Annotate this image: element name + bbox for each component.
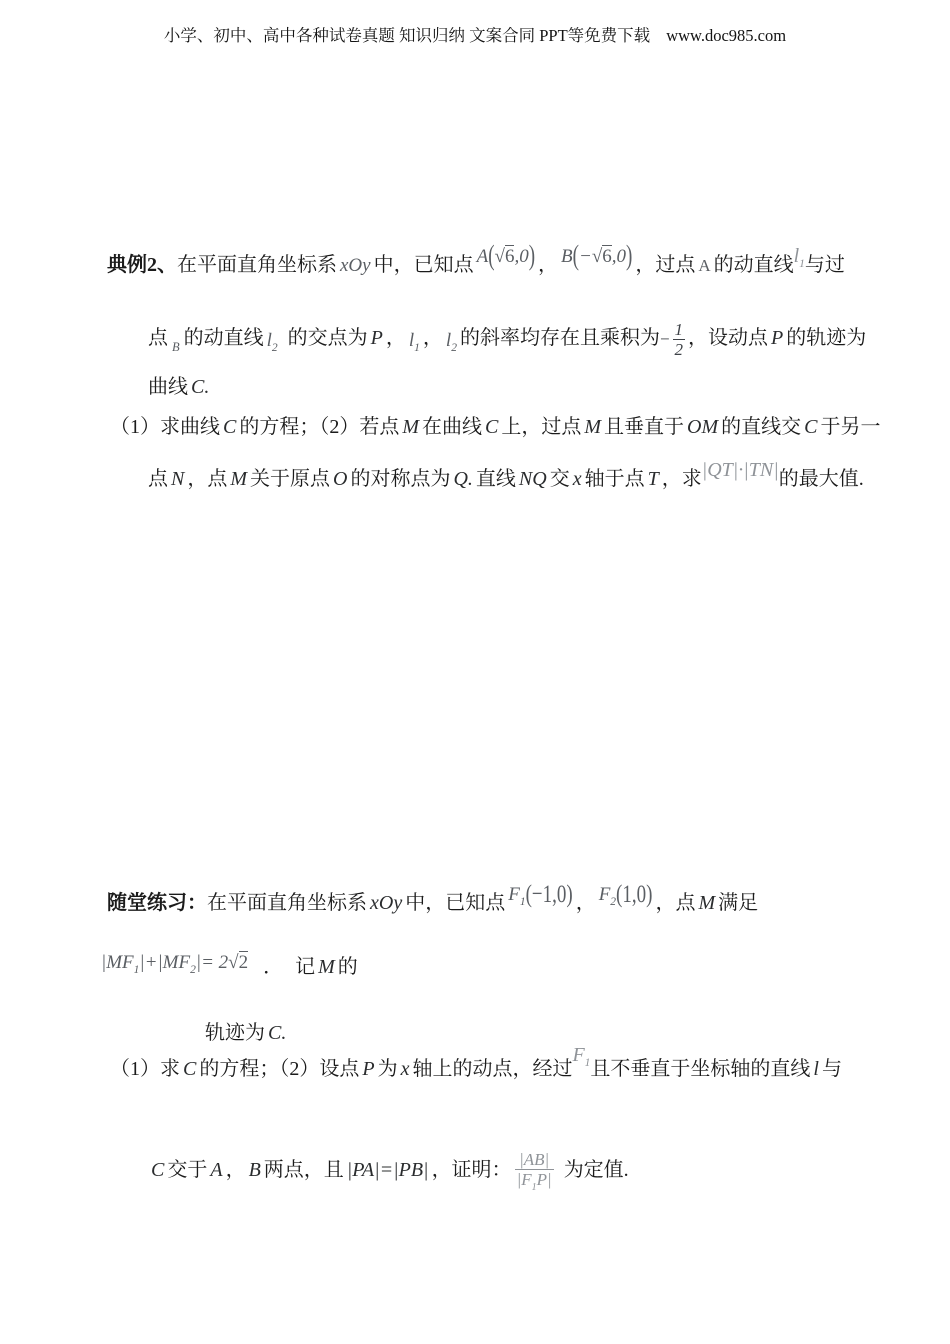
cn-text: ， [575,892,596,914]
cn-text: 两点，且 [263,1159,344,1182]
subscript: 2 [271,342,278,355]
math-part: (1,0) [616,880,653,909]
math-part: l [266,330,272,352]
exercise-line-2 [98,952,358,990]
radical-sign: √ [228,952,239,973]
cn-text: ，点 [655,892,696,914]
math-F2-point [599,880,653,917]
cn-text: 的动直线 [713,254,794,276]
fraction-denominator: 2 [674,340,684,360]
cn-text: 曲线 [148,376,188,398]
cn-text: 的交点为 [287,327,368,350]
header-site-url: www.doc985.com [666,26,787,45]
cn-text: ，求 [661,468,702,490]
cn-text: 在平面直角坐标系 [207,892,367,914]
cn-text: 的直线交 [721,416,802,438]
radical-arg: 6 [504,246,515,267]
math-OM: OM [687,416,719,438]
cn-text: 满足 [718,892,759,914]
subscript: 2 [451,342,457,355]
math-part: A [476,246,489,267]
cn-text: 为 [377,1058,398,1080]
cn-text: （1）求曲线 [110,416,220,438]
paren-close: ) [528,240,536,272]
math-C: C [485,416,499,438]
cn-text: 与过 [804,254,845,276]
radical-sign: √ [591,246,603,267]
example2-line-1 [107,240,845,288]
cn-text: 中，已知点 [405,892,506,914]
cn-text: 且不垂直于坐标轴的直线 [590,1058,811,1080]
cn-text: 的斜率均存在且乘积为 [459,327,660,350]
cn-text: ，设动点 [688,327,769,350]
math-F1 [572,1040,590,1078]
math-part: ,0 [611,246,626,267]
cn-text: 与 [821,1058,842,1080]
exercise-line-5 [148,1150,629,1193]
cn-text: 轴于点 [584,468,645,490]
exercise-line-1 [107,880,759,926]
math-C: C [804,416,818,438]
cn-text: 为定值. [563,1159,629,1182]
math-P: P [362,1058,375,1080]
cn-text: 关于原点 [250,468,331,490]
math-l1 [794,241,805,279]
radical-arg: 2 [238,952,249,973]
example2-line-3 [148,372,212,402]
math-N: N [171,468,185,490]
fraction-numerator: |AB| [515,1150,554,1170]
subscript: 1 [519,896,526,908]
exercise-line-3 [205,1018,289,1048]
math-l1 [409,326,420,363]
math-P: P [771,327,784,350]
math-A: A [698,256,711,275]
math-PA-PB-equation: |PA|=|PB| [346,1159,429,1182]
math-l: l [813,1058,819,1080]
math-part: B [561,246,573,267]
cn-text: 轨迹为 [205,1022,265,1044]
subscript: 1 [133,964,140,976]
math-point-A [477,242,535,272]
math-fraction-neg-half [659,320,688,360]
math-M: M [584,416,602,438]
math-B-subscript: B [172,340,180,355]
cn-text: 的对称点为 [350,468,451,490]
minus-sign: − [659,329,670,349]
math-part: |MF [101,952,134,973]
example2-line-5 [148,459,864,494]
cn-text: 上，过点 [501,416,582,438]
math-P: P [370,327,383,350]
math-B: B [248,1159,261,1182]
math-l2 [446,326,457,363]
math-O: O [333,468,348,490]
cn-text: 的方程；（2）若点 [239,416,400,438]
subscript: 1 [584,1057,591,1069]
math-part: F [508,884,520,905]
cn-text: ， [385,327,406,350]
exercise-label: 随堂练习： [107,892,207,914]
paren-open: ( [488,240,495,272]
math-C: C [183,1058,197,1080]
math-part: l [793,245,800,267]
math-part: ,0 [514,246,529,267]
math-M: M [698,892,716,914]
subscript: 2 [190,964,196,976]
page-header [0,22,950,46]
minus-sign: − [578,246,592,267]
cn-text: 于另一 [820,416,881,438]
fraction-denominator [515,1170,554,1193]
math-xOy: xOy [340,255,371,276]
math-part: |F [516,1170,532,1190]
math-M: M [230,468,248,490]
math-part: |+|MF [139,952,191,973]
cn-text: 在平面直角坐标系 [177,254,337,276]
subscript: 1 [799,258,805,270]
subscript: 1 [414,342,420,355]
cn-text: 且垂直于 [604,416,685,438]
math-x: x [400,1058,410,1080]
math-F1-point [508,880,572,917]
example2-line-4 [110,412,880,442]
cn-text: 轴上的动点，经过 [412,1058,573,1080]
radical-arg: 6 [602,246,612,267]
paren-close: ) [626,240,633,272]
math-M: M [402,416,420,438]
math-M: M [318,956,335,978]
cn-text: 交 [549,468,570,490]
math-QT-TN-product: |QT|·|TN| [701,459,779,481]
cn-text: ，过点 [635,254,696,276]
cn-text: ，点 [187,468,228,490]
header-slogan: 小学、初中、高中各种试卷真题 知识归纳 文案合同 PPT等免费下载 [163,26,651,45]
cn-text: 的最大值. [778,468,864,490]
math-part: l [408,330,415,352]
exercise-line-4 [110,1044,842,1092]
math-part: |= 2 [195,952,229,973]
cn-text: ， [422,327,443,350]
math-A: A [210,1159,223,1182]
cn-text: 的方程；（2）设点 [199,1058,360,1080]
math-point-B [561,242,632,272]
math-part: F [572,1044,585,1066]
cn-text: ． [263,956,284,978]
subscript: 1 [531,1182,537,1194]
cn-text: 点 [148,468,168,490]
cn-text: 中，已知点 [373,254,474,276]
math-part: P| [536,1170,552,1190]
cn-text: （1）求 [110,1058,180,1080]
math-xOy: xOy [370,892,403,914]
cn-text: ， [538,254,559,276]
math-T: T [647,468,659,490]
cn-text: 交于 [167,1159,208,1182]
math-l2 [267,326,278,363]
fraction-numerator: 1 [674,320,684,339]
cn-text: ，证明： [431,1159,512,1182]
math-fraction-AB-F1P [515,1150,554,1193]
math-MF1-MF2-equation [101,948,248,985]
example2-line-2 [148,320,866,362]
math-part: F [598,884,611,905]
math-Q: Q. [453,468,473,490]
subscript: 2 [610,896,617,908]
cn-text: ， [225,1159,246,1182]
math-NQ: NQ [518,468,547,490]
math-C: C. [191,376,210,398]
math-x: x [572,468,582,490]
cn-text: 直线 [475,468,516,490]
cn-text: 点 [148,327,168,350]
math-part: (−1,0) [525,880,573,909]
fraction [673,320,686,359]
cn-text: 的动直线 [183,327,264,350]
math-part: l [445,330,452,352]
math-C: C [151,1159,165,1182]
paren-open: ( [572,240,579,272]
math-C: C. [268,1022,287,1044]
math-C: C [223,416,237,438]
cn-text: 在曲线 [422,416,483,438]
cn-text: 的轨迹为 [786,327,867,350]
cn-text: 的 [337,956,358,978]
example2-label: 典例2、 [107,254,177,276]
cn-text: 记 [295,956,316,978]
radical-sign: √ [494,246,505,267]
